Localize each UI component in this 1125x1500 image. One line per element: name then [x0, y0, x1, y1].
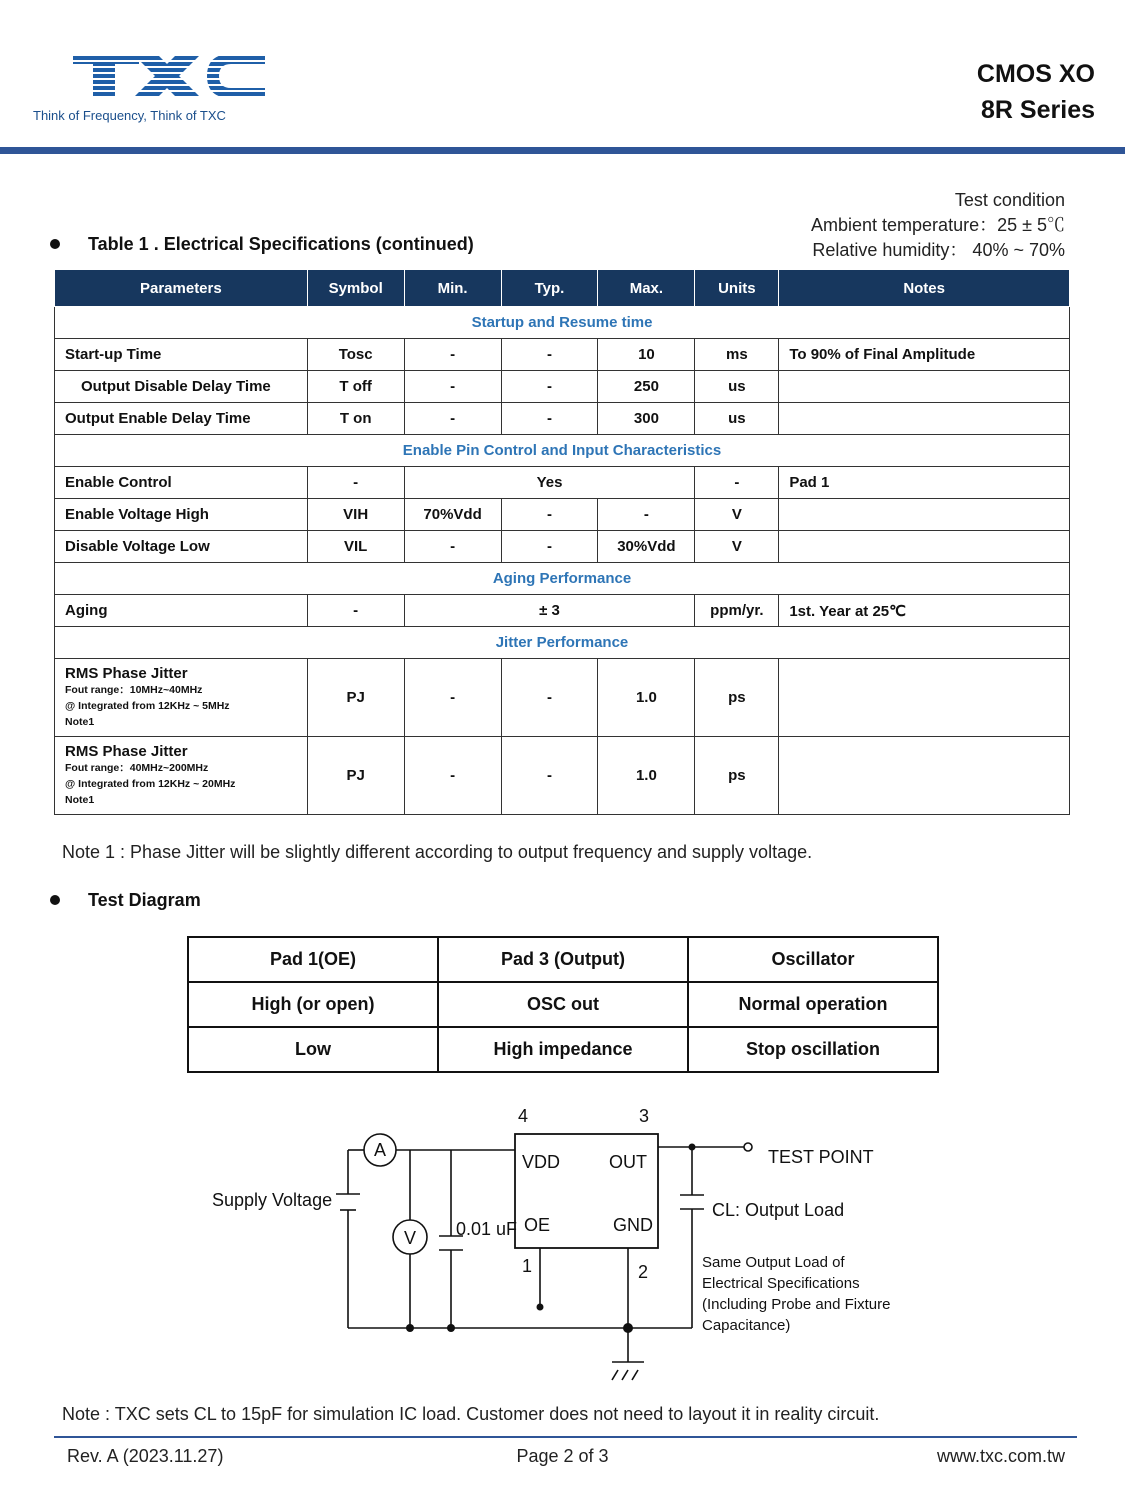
symbol-cell: T on: [307, 403, 404, 435]
param-detail: @ Integrated from 12KHz ~ 5MHz: [65, 700, 230, 712]
truth-cell: Low: [188, 1027, 438, 1072]
pin-label-vdd: VDD: [522, 1152, 561, 1172]
symbol-cell: Tosc: [307, 339, 404, 371]
pin-number: 1: [522, 1256, 533, 1276]
units-cell: ps: [695, 737, 779, 815]
pin-number: 3: [639, 1106, 650, 1126]
symbol-cell: VIL: [307, 531, 404, 563]
units-cell: ms: [695, 339, 779, 371]
ammeter-label: A: [373, 1140, 387, 1160]
header-divider: [0, 147, 1125, 154]
test-condition: [811, 188, 1065, 263]
table-row: [55, 499, 1070, 531]
logo-tagline: Think of Frequency, Think of TXC: [33, 108, 226, 123]
notes-cell: To 90% of Final Amplitude: [779, 339, 1070, 371]
max-cell: 1.0: [598, 737, 695, 815]
units-cell: V: [695, 531, 779, 563]
cap-value-label: 0.01 uF: [456, 1219, 518, 1239]
max-cell: 300: [598, 403, 695, 435]
symbol-cell: VIH: [307, 499, 404, 531]
section-title: Enable Pin Control and Input Characteristics: [55, 435, 1070, 467]
truth-header: Oscillator: [688, 937, 938, 982]
jitter-note: Note 1 : Phase Jitter will be slightly different according to output frequency and supply voltage.: [62, 842, 813, 862]
section-row: [55, 627, 1070, 659]
col-header: Typ.: [501, 270, 598, 307]
table-row: [55, 659, 1070, 737]
max-cell: 10: [598, 339, 695, 371]
param-detail: Note1: [65, 716, 95, 728]
min-cell: -: [404, 403, 501, 435]
max-cell: -: [598, 499, 695, 531]
units-cell: -: [695, 467, 779, 499]
col-header: Notes: [779, 270, 1070, 307]
typ-cell: -: [501, 339, 598, 371]
typ-cell: -: [501, 499, 598, 531]
test-condition-title: Test condition: [954, 190, 1065, 210]
section-row: [55, 307, 1070, 339]
param-detail: Note1: [65, 794, 95, 806]
units-cell: us: [695, 371, 779, 403]
table-row: [55, 403, 1070, 435]
section-row: [55, 435, 1070, 467]
load-note-line: Electrical Specifications: [702, 1275, 860, 1292]
load-note-line: (Including Probe and Fixture: [702, 1296, 891, 1313]
symbol-cell: -: [307, 595, 404, 627]
junction-dot: [689, 1144, 696, 1151]
section-title: Aging Performance: [55, 563, 1070, 595]
notes-cell: [779, 737, 1070, 815]
load-note-line: Same Output Load of: [702, 1254, 845, 1271]
typ-cell: -: [501, 403, 598, 435]
col-header: Parameters: [55, 270, 308, 307]
table-row: [188, 982, 938, 1027]
product-type: CMOS XO: [976, 60, 1095, 88]
section-row: [55, 563, 1070, 595]
electrical-spec-table: [54, 270, 1070, 815]
page-number: Page 2 of 3: [516, 1446, 609, 1466]
pad-truth-table: [187, 936, 939, 1073]
load-note-line: Capacitance): [702, 1317, 791, 1334]
junction-dot: [447, 1324, 455, 1332]
value-span-cell: Yes: [404, 467, 695, 499]
truth-cell: Normal operation: [688, 982, 938, 1027]
symbol-cell: PJ: [307, 659, 404, 737]
value-span-cell: ± 3: [404, 595, 695, 627]
notes-cell: [779, 371, 1070, 403]
notes-cell: [779, 403, 1070, 435]
col-header: Symbol: [307, 270, 404, 307]
max-cell: 250: [598, 371, 695, 403]
table-row: [55, 737, 1070, 815]
junction-dot: [406, 1324, 414, 1332]
pin-number: 2: [638, 1262, 649, 1282]
units-cell: V: [695, 499, 779, 531]
table-row: [55, 339, 1070, 371]
units-cell: ps: [695, 659, 779, 737]
pin-label-out: OUT: [609, 1152, 647, 1172]
symbol-cell: -: [307, 467, 404, 499]
footer-divider: [54, 1436, 1077, 1438]
ambient-temperature: Ambient temperature：25 ± 5℃: [811, 215, 1065, 235]
table1-title: Table 1 . Electrical Specifications (continued): [88, 234, 474, 254]
truth-cell: High (or open): [188, 982, 438, 1027]
truth-cell: Stop oscillation: [688, 1027, 938, 1072]
symbol-cell: T off: [307, 371, 404, 403]
product-series: 8R Series: [981, 96, 1095, 124]
table-header-row: [55, 270, 1070, 307]
test-diagram-title: Test Diagram: [88, 890, 201, 910]
pin-number: 4: [518, 1106, 529, 1126]
section-title: Startup and Resume time: [55, 307, 1070, 339]
cl-note: Note : TXC sets CL to 15pF for simulation IC load. Customer does not need to layout it in reality circuit.: [62, 1404, 880, 1424]
typ-cell: -: [501, 371, 598, 403]
voltmeter-label: V: [403, 1228, 417, 1248]
param-cell: Disable Voltage Low: [55, 531, 308, 563]
min-cell: 70%Vdd: [404, 499, 501, 531]
junction-dot: [537, 1304, 544, 1311]
min-cell: -: [404, 737, 501, 815]
col-header: Min.: [404, 270, 501, 307]
junction-dot: [623, 1323, 633, 1333]
max-cell: 30%Vdd: [598, 531, 695, 563]
truth-header-row: [188, 937, 938, 982]
units-cell: ppm/yr.: [695, 595, 779, 627]
units-cell: us: [695, 403, 779, 435]
typ-cell: -: [501, 737, 598, 815]
typ-cell: -: [501, 531, 598, 563]
notes-cell: [779, 531, 1070, 563]
test-circuit-diagram: [200, 1100, 920, 1400]
table-row: [55, 531, 1070, 563]
test-point-label: TEST POINT: [768, 1147, 874, 1167]
truth-cell: OSC out: [438, 982, 688, 1027]
truth-header: Pad 1(OE): [188, 937, 438, 982]
param-cell: Output Disable Delay Time: [55, 371, 308, 403]
section-title: Jitter Performance: [55, 627, 1070, 659]
param-cell: Enable Control: [55, 467, 308, 499]
param-detail: @ Integrated from 12KHz ~ 20MHz: [65, 778, 236, 790]
param-detail: Fout range：10MHz~40MHz: [65, 684, 203, 696]
notes-cell: Pad 1: [779, 467, 1070, 499]
bullet-icon: [50, 239, 60, 249]
website-link[interactable]: www.txc.com.tw: [936, 1446, 1065, 1466]
table-row: [55, 467, 1070, 499]
param-cell: [55, 659, 308, 737]
test-point-terminal: [744, 1143, 752, 1151]
table-row: [55, 595, 1070, 627]
truth-cell: High impedance: [438, 1027, 688, 1072]
revision: Rev. A (2023.11.27): [67, 1446, 224, 1466]
param-cell: Output Enable Delay Time: [55, 403, 308, 435]
relative-humidity: Relative humidity： 40% ~ 70%: [812, 240, 1065, 260]
table-row: [188, 1027, 938, 1072]
col-header: Max.: [598, 270, 695, 307]
pin-label-gnd: GND: [613, 1215, 653, 1235]
table-row: [55, 371, 1070, 403]
typ-cell: -: [501, 659, 598, 737]
param-cell: Aging: [55, 595, 308, 627]
param-cell: Enable Voltage High: [55, 499, 308, 531]
max-cell: 1.0: [598, 659, 695, 737]
min-cell: -: [404, 371, 501, 403]
param-name: RMS Phase Jitter: [65, 743, 188, 760]
param-detail: Fout range：40MHz~200MHz: [65, 762, 209, 774]
pin-label-oe: OE: [524, 1215, 551, 1235]
bullet-icon: [50, 895, 60, 905]
param-name: RMS Phase Jitter: [65, 665, 188, 682]
notes-cell: [779, 659, 1070, 737]
notes-cell: 1st. Year at 25℃: [779, 595, 1070, 627]
symbol-cell: PJ: [307, 737, 404, 815]
document-title: [977, 56, 1095, 128]
truth-header: Pad 3 (Output): [438, 937, 688, 982]
param-cell: [55, 737, 308, 815]
min-cell: -: [404, 531, 501, 563]
notes-cell: [779, 499, 1070, 531]
cl-label: CL: Output Load: [712, 1200, 845, 1220]
min-cell: -: [404, 339, 501, 371]
param-cell: Start-up Time: [55, 339, 308, 371]
min-cell: -: [404, 659, 501, 737]
supply-voltage-label: Supply Voltage: [212, 1190, 333, 1210]
col-header: Units: [695, 270, 779, 307]
